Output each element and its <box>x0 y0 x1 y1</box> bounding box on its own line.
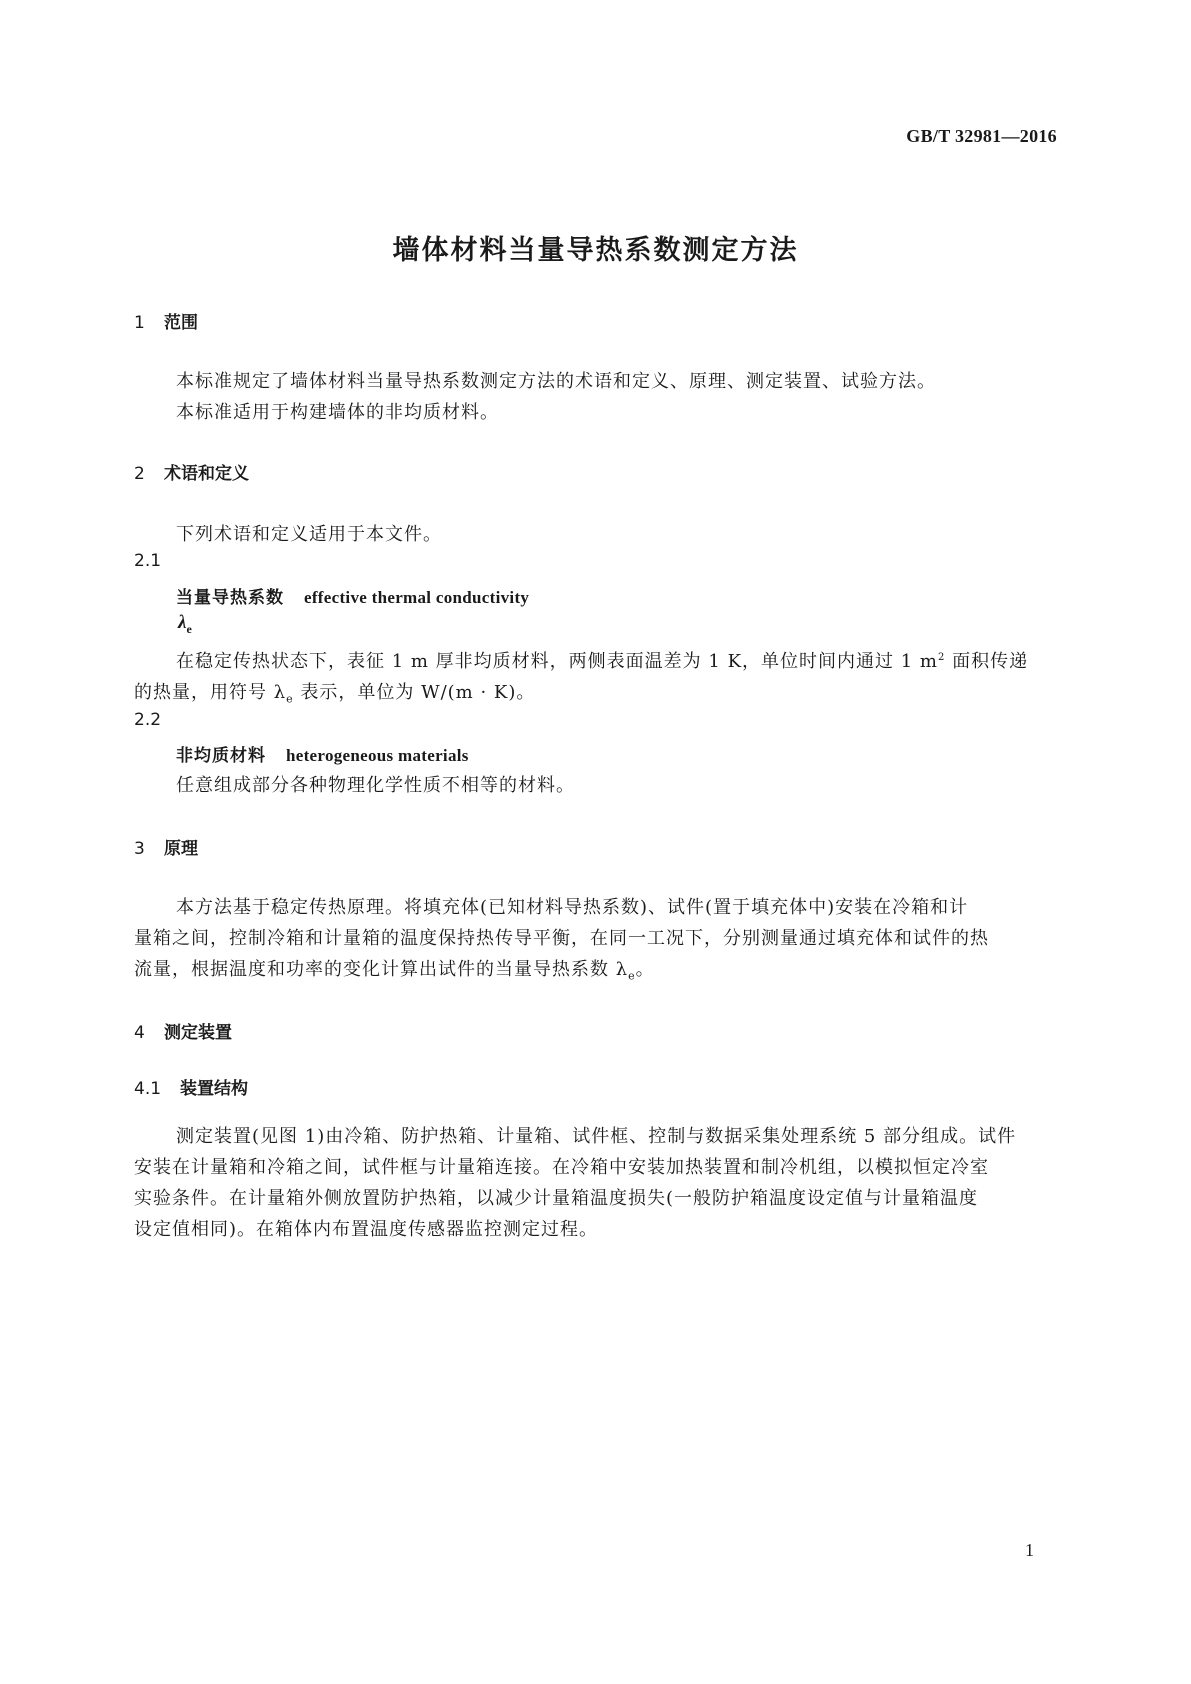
term-2-1-number: 2.1 <box>134 551 162 571</box>
section-1-paragraph-2: 本标准适用于构建墙体的非均质材料。 <box>176 402 499 423</box>
section-1-paragraph-1: 本标准规定了墙体材料当量导热系数测定方法的术语和定义、原理、测定装置、试验方法。 <box>176 371 936 392</box>
section-2-intro: 下列术语和定义适用于本文件。 <box>176 524 442 545</box>
document-title: 墙体材料当量导热系数测定方法 <box>392 235 799 266</box>
section-3-line-2: 量箱之间，控制冷箱和计量箱的温度保持热传导平衡，在同一工况下，分别测量通过填充体和试件的热 <box>134 928 989 949</box>
term-2-2-number: 2.2 <box>134 710 162 730</box>
term-2-2-definition: 任意组成部分各种物理化学性质不相等的材料。 <box>176 775 575 796</box>
term-2-1-title <box>176 583 529 608</box>
section-3-line-3: 流量，根据温度和功率的变化计算出试件的当量导热系数 $\lambda_e$。 <box>134 959 655 983</box>
section-number: 4 <box>134 1023 145 1043</box>
section-title: 测定装置 <box>164 1023 232 1043</box>
section-1-heading <box>134 308 198 333</box>
term-en: heterogeneous materials <box>286 746 469 765</box>
subsection-4-1-heading <box>134 1074 248 1099</box>
section-3-heading <box>134 834 198 859</box>
term-2-1-definition-line-1: 在稳定传热状态下，表征 1 m 厚非均质材料，两侧表面温差为 1 K，单位时间内通过 1 $m^2$ 面积传递 <box>176 651 1029 672</box>
subsection-4-1-line-1: 测定装置(见图 1)由冷箱、防护热箱、计量箱、试件框、控制与数据采集处理系统 5 部分组成。试件 <box>176 1126 1017 1147</box>
subsection-4-1-line-3: 实验条件。在计量箱外侧放置防护热箱，以减少计量箱温度损失(一般防护箱温度设定值与计量箱温度 <box>134 1188 979 1209</box>
subsection-title: 装置结构 <box>180 1079 248 1099</box>
section-number: 3 <box>134 839 145 859</box>
section-number: 2 <box>134 464 145 484</box>
term-2-2-title <box>176 741 469 766</box>
term-2-1-definition-line-2: 的热量，用符号 $\lambda_e$ 表示，单位为 W/(m · K)。 <box>134 682 536 706</box>
term-en: effective thermal conductivity <box>304 588 530 607</box>
standard-code: GB/T 32981—2016 <box>906 126 1057 146</box>
subsection-4-1-line-4: 设定值相同)。在箱体内布置温度传感器监控测定过程。 <box>134 1219 599 1240</box>
term-zh: 当量导热系数 <box>176 588 284 608</box>
section-title: 范围 <box>164 313 198 333</box>
section-2-heading <box>134 459 249 484</box>
section-title: 原理 <box>164 839 198 859</box>
section-title: 术语和定义 <box>164 464 249 484</box>
section-number: 1 <box>134 313 145 333</box>
section-3-line-1: 本方法基于稳定传热原理。将填充体(已知材料导热系数)、试件(置于填充体中)安装在冷箱和计 <box>176 897 969 918</box>
section-4-heading <box>134 1018 232 1043</box>
subsection-4-1-line-2: 安装在计量箱和冷箱之间，试件框与计量箱连接。在冷箱中安装加热装置和制冷机组，以模拟恒定冷室 <box>134 1157 989 1178</box>
term-2-1-symbol: $\lambda_e$ <box>178 612 192 636</box>
page-number: 1 <box>1025 1540 1034 1560</box>
term-zh: 非均质材料 <box>176 746 266 766</box>
subsection-number: 4.1 <box>134 1079 162 1099</box>
